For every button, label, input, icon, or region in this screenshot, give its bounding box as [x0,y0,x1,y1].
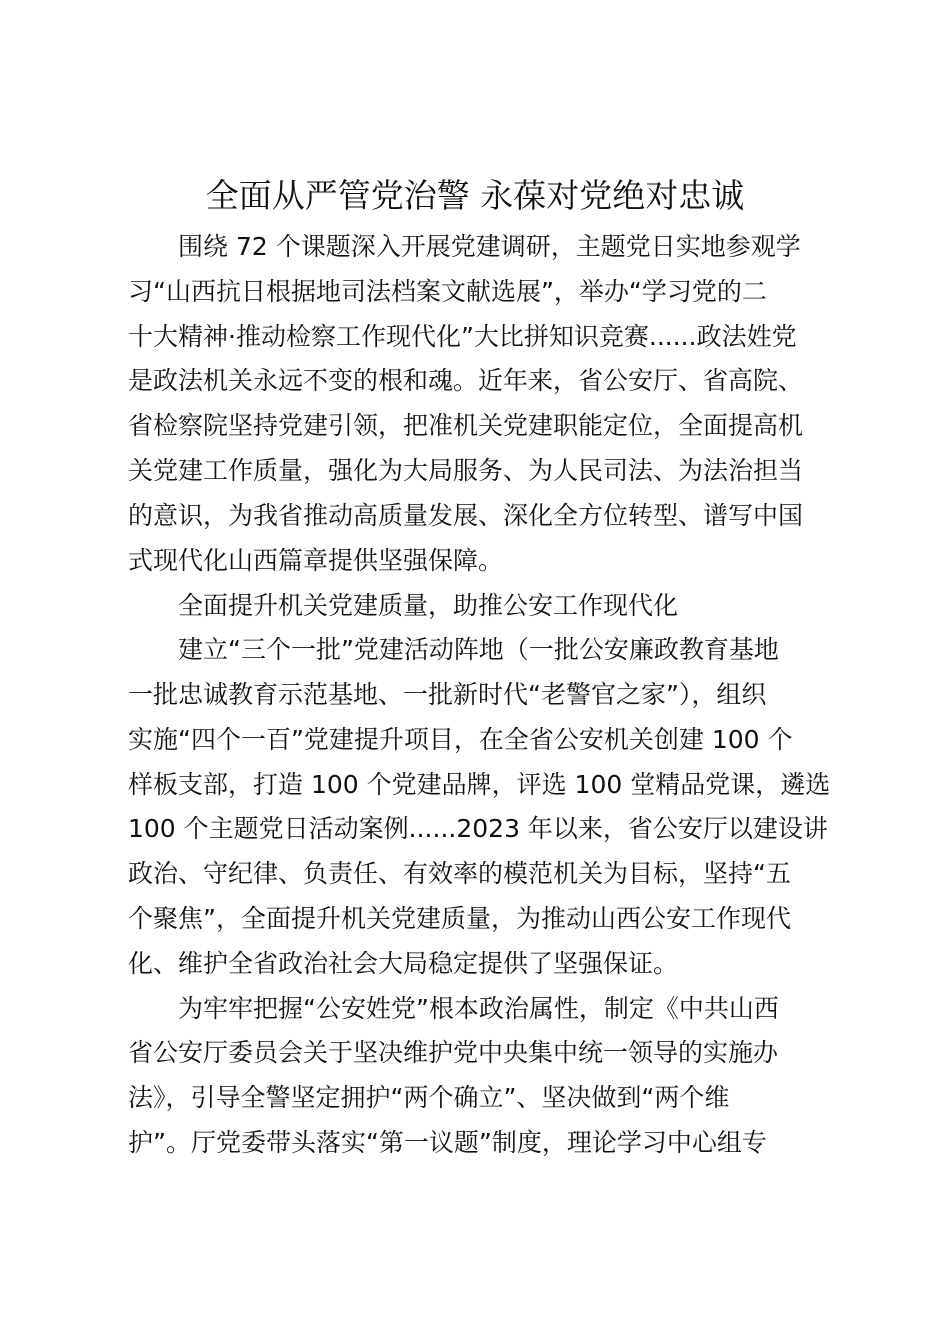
paragraph-line: 政治、守纪律、负责任、有效率的模范机关为目标，坚持“五 [128,859,791,888]
paragraph-line: 的意识，为我省推动高质量发展、深化全方位转型、谱写中国 [128,501,804,530]
paragraph-line: 个聚焦”，全面提升机关党建质量，为推动山西公安工作现代 [128,904,791,933]
paragraph-line: 法》，引导全警坚定拥护“两个确立”、坚决做到“两个维 [128,1083,730,1112]
paragraph-line: 习“山西抗日根据地司法档案文献选展”，举办“学习党的二 [128,277,767,306]
paragraph-line: 护”。厅党委带头落实“第一议题”制度，理论学习中心组专 [128,1128,767,1157]
paragraph-line: 为牢牢把握“公安姓党”根本政治属性，制定《中共山西 [178,994,779,1023]
paragraph-line: 省公安厅委员会关于坚决维护党中央集中统一领导的实施办 [128,1038,779,1067]
paragraph-line: 建立“三个一批”党建活动阵地（一批公安廉政教育基地 [178,635,779,664]
paragraph-line: 式现代化山西篇章提供坚强保障。 [128,546,504,575]
paragraph-line: 样板支部，打造 100 个党建品牌，评选 100 堂精品党课，遴选 [128,770,831,799]
paragraph-line: 一批忠诚教育示范基地、一批新时代“老警官之家”），组织 [128,680,767,709]
document-title: 全面从严管党治警 永葆对党绝对忠诚 [205,176,745,215]
paragraph-line: 关党建工作质量，强化为大局服务、为人民司法、为法治担当 [128,456,804,485]
section-heading: 全面提升机关党建质量，助推公安工作现代化 [178,591,679,620]
paragraph-line: 十大精神·推动检察工作现代化”大比拼知识竞赛......政法姓党 [128,322,797,351]
paragraph-line: 化、维护全省政治社会大局稳定提供了坚强保证。 [128,949,679,978]
paragraph-line: 是政法机关永远不变的根和魂。近年来，省公安厅、省高院、 [128,366,804,395]
paragraph-line: 实施“四个一百”党建提升项目，在全省公安机关创建 100 个 [128,725,793,754]
paragraph-line: 100 个主题党日活动案例......2023 年以来，省公安厅以建设讲 [128,814,828,843]
paragraph-line: 省检察院坚持党建引领，把准机关党建职能定位，全面提高机 [128,411,804,440]
paragraph-line: 围绕 72 个课题深入开展党建调研，主题党日实地参观学 [178,232,801,261]
